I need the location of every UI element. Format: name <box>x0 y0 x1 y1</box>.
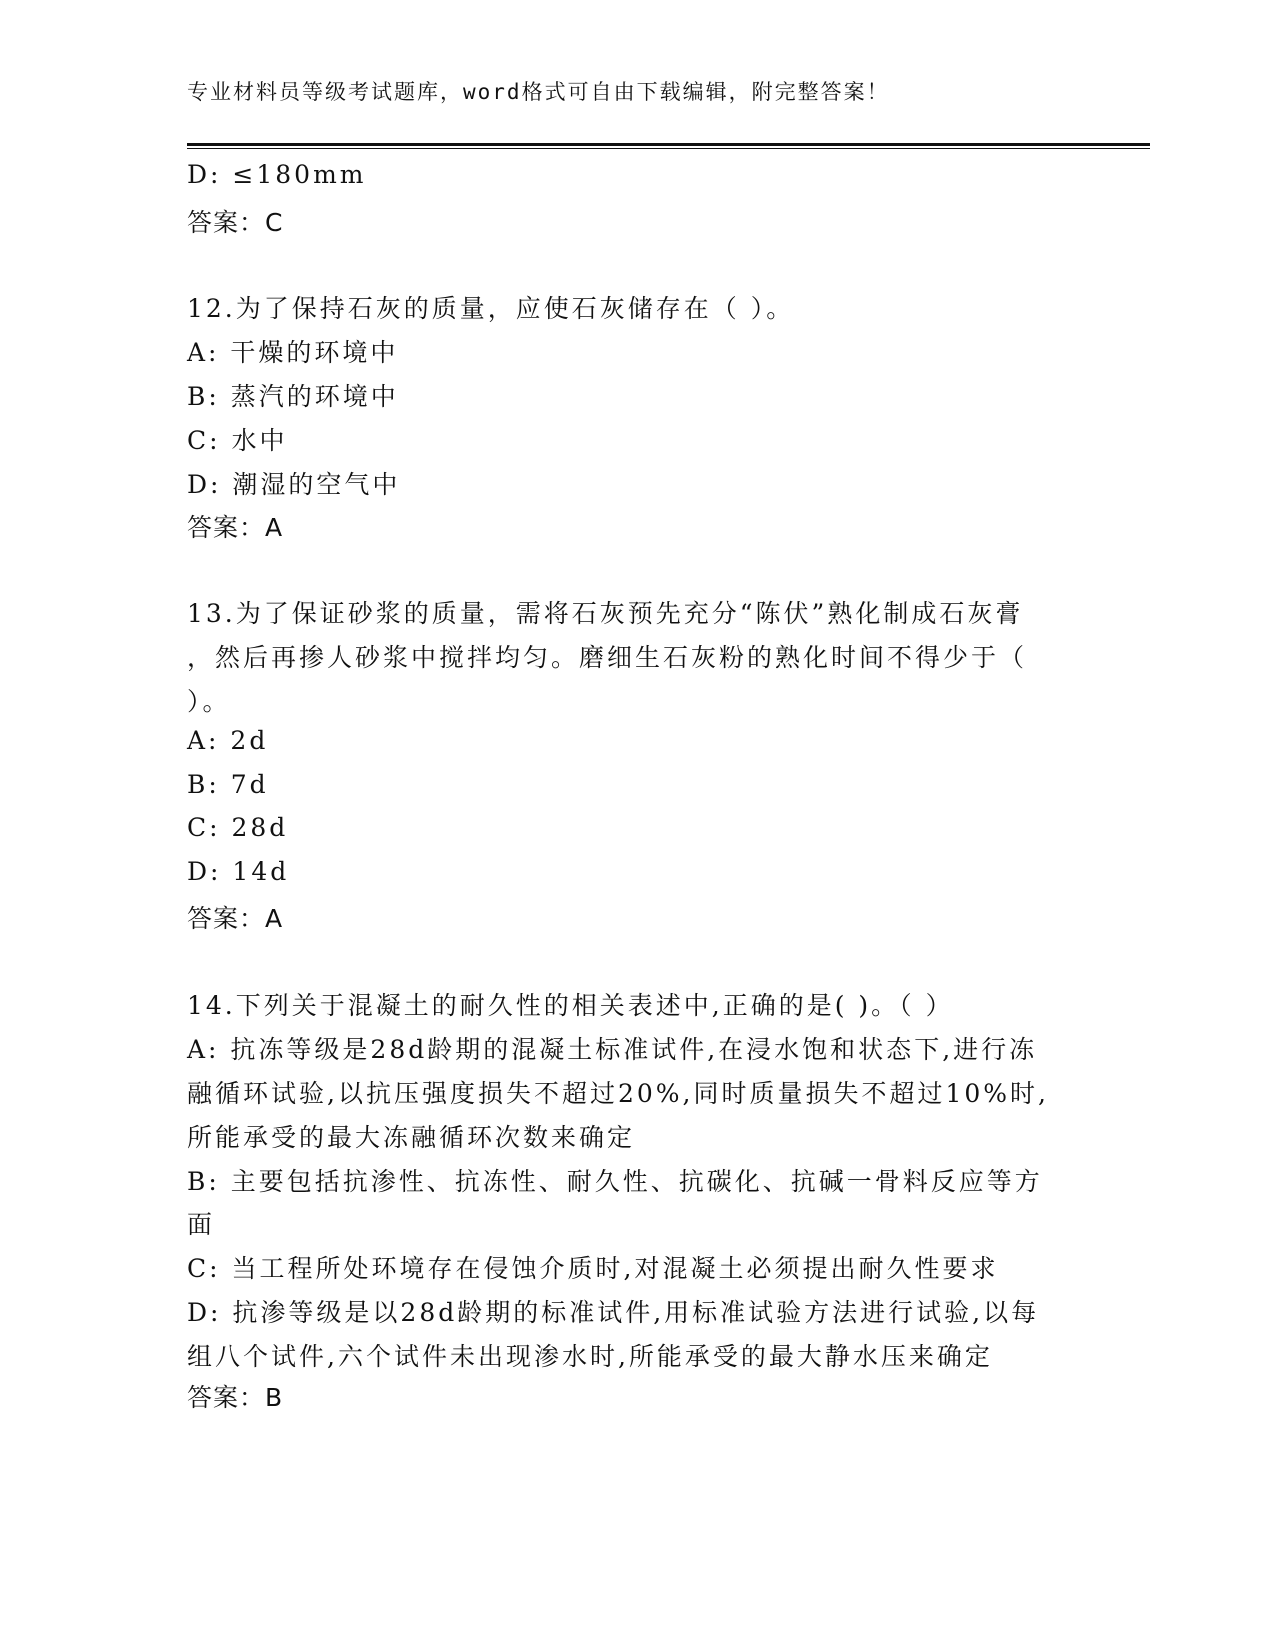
q12-option-c: C: 水中 <box>187 426 288 455</box>
q12-option-d: D: 潮湿的空气中 <box>187 470 401 499</box>
q14-option-b-line2: 面 <box>187 1210 216 1239</box>
page-header-text: 专业材料员等级考试题库，word格式可自由下载编辑，附完整答案！ <box>187 80 890 104</box>
q13-option-c: C: 28d <box>187 813 289 842</box>
q14-option-a-line1: A: 抗冻等级是28d龄期的混凝土标准试件,在浸水饱和状态下,进行冻 <box>187 1035 1038 1064</box>
q12-question: 12.为了保持石灰的质量，应使石灰储存在（ ）。 <box>187 294 795 323</box>
q13-answer: 答案：A <box>187 904 284 933</box>
q13-question-line2: ，然后再掺人砂浆中搅拌均匀。磨细生石灰粉的熟化时间不得少于（ <box>187 643 1028 672</box>
q14-question: 14.下列关于混凝土的耐久性的相关表述中,正确的是( )。（ ） <box>187 991 954 1020</box>
q12-option-a: A: 干燥的环境中 <box>187 338 399 367</box>
q14-option-a-line2: 融循环试验,以抗压强度损失不超过20%,同时质量损失不超过10%时, <box>187 1079 1049 1108</box>
q12-answer: 答案：A <box>187 513 284 542</box>
q14-option-c: C: 当工程所处环境存在侵蚀介质时,对混凝土必须提出耐久性要求 <box>187 1254 999 1283</box>
q13-question-line1: 13.为了保证砂浆的质量，需将石灰预先充分“陈伏”熟化制成石灰膏 <box>187 599 1024 628</box>
q14-option-d-line2: 组八个试件,六个试件未出现渗水时,所能承受的最大静水压来确定 <box>187 1342 993 1371</box>
q13-option-a: A: 2d <box>187 726 269 755</box>
q14-option-d-line1: D: 抗渗等级是以28d龄期的标准试件,用标准试验方法进行试验,以每 <box>187 1298 1040 1327</box>
q13-option-d: D: 14d <box>187 857 290 886</box>
q13-option-b: B: 7d <box>187 770 269 799</box>
q14-option-b-line1: B: 主要包括抗渗性、抗冻性、耐久性、抗碳化、抗碱一骨料反应等方 <box>187 1167 1043 1196</box>
q14-answer: 答案：B <box>187 1383 284 1412</box>
q12-option-b: B: 蒸汽的环境中 <box>187 382 399 411</box>
header-rule-thick <box>187 143 1150 146</box>
prev-option-d: D: ≤180mm <box>187 160 367 189</box>
q14-option-a-line3: 所能承受的最大冻融循环次数来确定 <box>187 1123 636 1152</box>
header-rule-thin <box>187 148 1150 149</box>
prev-answer: 答案：C <box>187 208 284 237</box>
q13-question-line3: ）。 <box>187 687 231 716</box>
